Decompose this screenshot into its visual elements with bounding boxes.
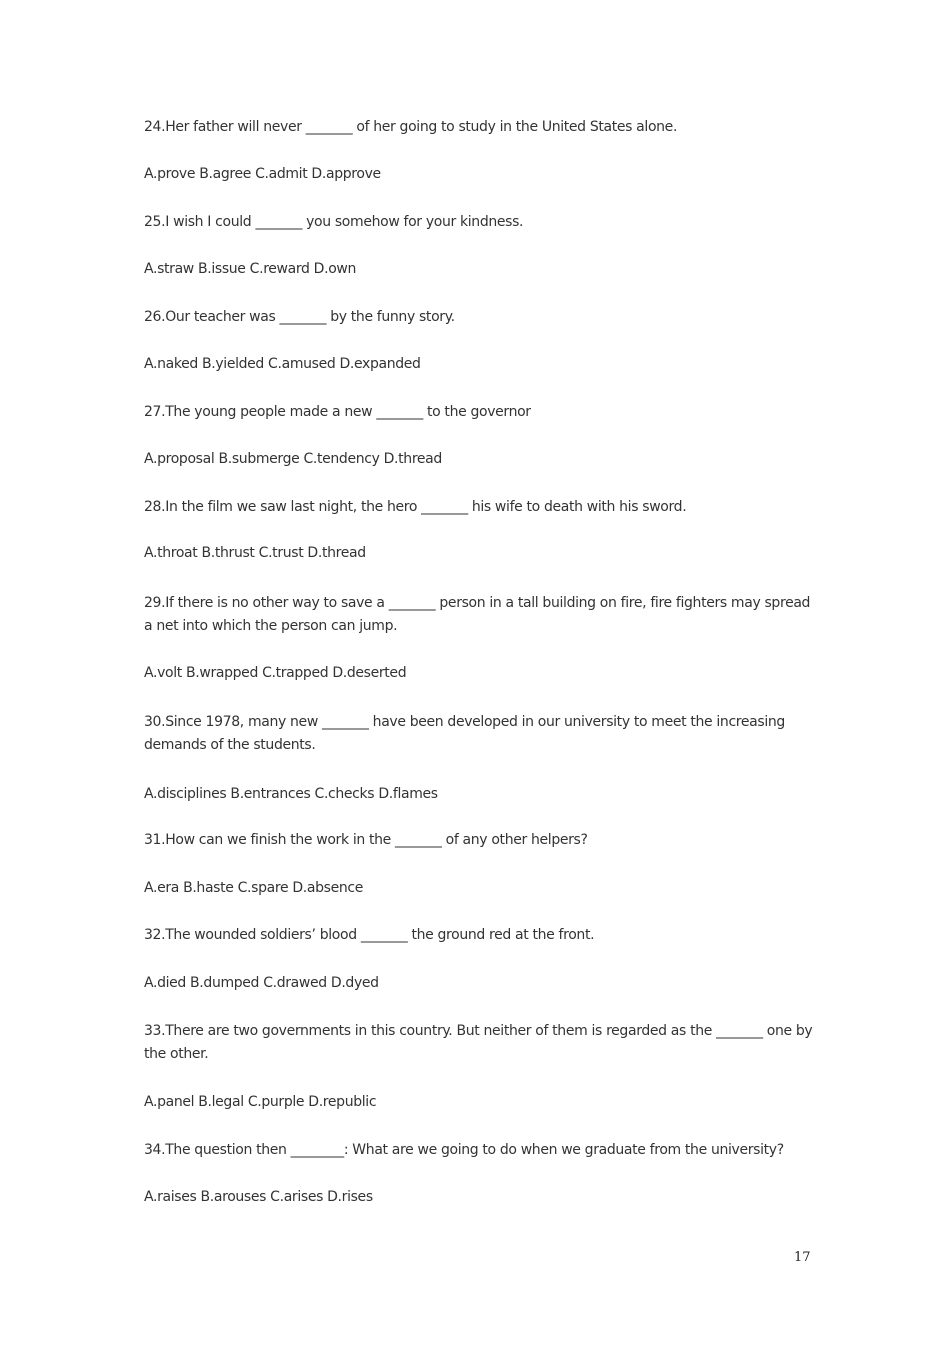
options-30: A.disciplines B.entrances C.checks D.flames: [144, 786, 438, 802]
question-34: 34.The question then ________: What are we going to do when we graduate from the university?: [144, 1142, 784, 1158]
question-33: 33.There are two governments in this country. But neither of them is regarded as the _______ one by the other.: [144, 1023, 813, 1062]
options-28: A.throat B.thrust C.trust D.thread: [144, 545, 366, 561]
question-32: 32.The wounded soldiers’ blood _______ the ground red at the front.: [144, 927, 595, 943]
options-34: A.raises B.arouses C.arises D.rises: [144, 1189, 373, 1205]
options-32: A.died B.dumped C.drawed D.dyed: [144, 975, 379, 991]
question-29: 29.If there is no other way to save a _______ person in a tall building on fire, fire fighters may spread a net into which the person can jump.: [144, 595, 811, 634]
options-25: A.straw B.issue C.reward D.own: [144, 261, 357, 277]
options-31: A.era B.haste C.spare D.absence: [144, 880, 363, 896]
page-number: 17: [794, 1250, 811, 1265]
question-25: 25.I wish I could _______ you somehow for your kindness.: [144, 214, 524, 230]
options-27: A.proposal B.submerge C.tendency D.thread: [144, 451, 442, 467]
question-30: 30.Since 1978, many new _______ have been developed in our university to meet the increasing demands of the students.: [144, 714, 785, 753]
options-29: A.volt B.wrapped C.trapped D.deserted: [144, 665, 407, 681]
options-33: A.panel B.legal C.purple D.republic: [144, 1094, 377, 1110]
options-24: A.prove B.agree C.admit D.approve: [144, 166, 381, 182]
question-27: 27.The young people made a new _______ to the governor: [144, 404, 531, 420]
options-26: A.naked B.yielded C.amused D.expanded: [144, 356, 421, 372]
question-28: 28.In the film we saw last night, the hero _______ his wife to death with his sword.: [144, 499, 687, 515]
question-24: 24.Her father will never _______ of her going to study in the United States alone.: [144, 119, 678, 135]
question-26: 26.Our teacher was _______ by the funny story.: [144, 309, 455, 325]
question-31: 31.How can we finish the work in the _______ of any other helpers?: [144, 832, 588, 848]
